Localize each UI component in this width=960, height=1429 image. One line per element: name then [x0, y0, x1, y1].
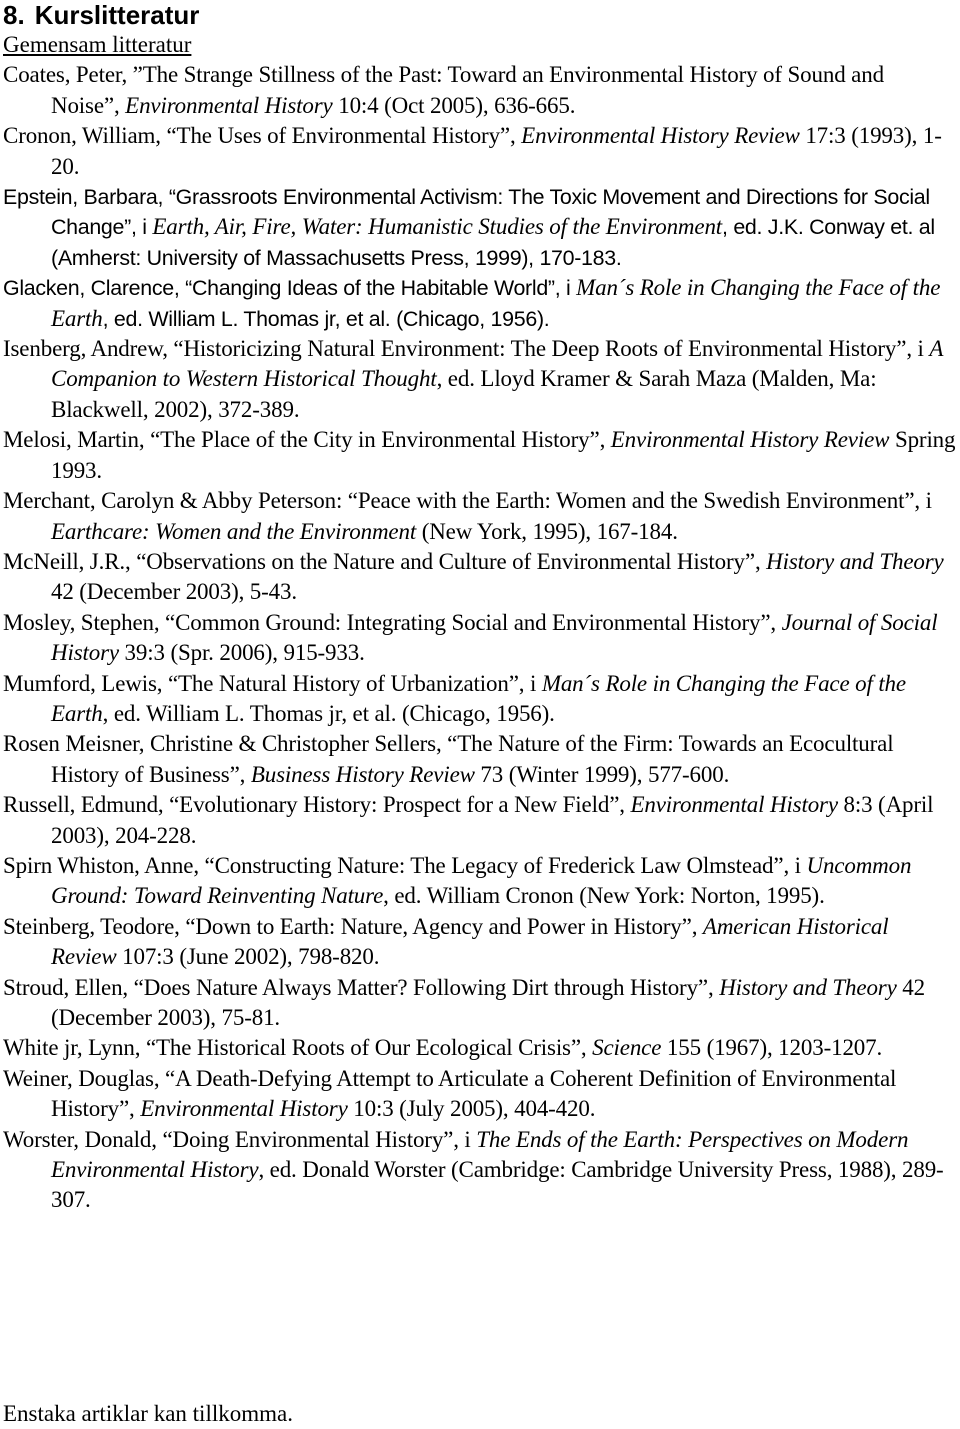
entry-journal: American Historical Review	[51, 913, 889, 970]
entry-citation: 17:3 (1993), 1-20.	[51, 123, 942, 179]
entry-journal: Journal of Social History	[51, 609, 938, 666]
entry-text: Mumford, Lewis, “The Natural History of Urbanization”, i	[3, 670, 542, 696]
entry-citation: Spring 1993.	[51, 427, 956, 483]
entry-citation: , ed. William L. Thomas jr, et al. (Chicago, 1956).	[102, 700, 555, 726]
entry-journal: History and Theory	[766, 548, 944, 574]
entry-citation: , ed. Lloyd Kramer & Sarah Maza (Malden, Ma: Blackwell, 2002), 372-389.	[51, 366, 877, 422]
bibliography-entry-mumford	[3, 669, 957, 730]
entry-citation: , ed. J.K. Conway et. al (Amherst: University of Massachusetts Press, 1999), 170-183.	[51, 215, 935, 270]
entry-citation: , ed. William L. Thomas jr, et al. (Chicago, 1956).	[102, 306, 550, 331]
entry-citation: 42 (December 2003), 75-81.	[51, 974, 925, 1030]
entry-citation: (New York, 1995), 167-184.	[416, 518, 678, 544]
entry-citation: 8:3 (April 2003), 204-228.	[51, 792, 934, 848]
entry-journal: Science	[592, 1035, 662, 1061]
entry-text: Merchant, Carolyn & Abby Peterson: “Peace with the Earth: Women and the Swedish Environment”, i	[3, 488, 932, 514]
entry-text: Melosi, Martin, “The Place of the City in Environmental History”,	[3, 427, 611, 453]
bibliography-entry-coates	[3, 60, 957, 121]
entry-text: Isenberg, Andrew, “Historicizing Natural Environment: The Deep Roots of Environmental History”, i	[3, 336, 930, 362]
entry-journal: Man´s Role in Changing the Face of the Earth	[51, 670, 906, 726]
bibliography-entry-russell	[3, 790, 957, 851]
bibliography-entry-worster	[3, 1125, 957, 1216]
entry-text: Stroud, Ellen, “Does Nature Always Matter? Following Dirt through History”,	[3, 974, 720, 1000]
entry-text: Worster, Donald, “Doing Environmental History”, i	[3, 1126, 477, 1152]
entry-citation: 73 (Winter 1999), 577-600.	[474, 761, 730, 787]
entry-citation: , ed. William Cronon (New York: Norton, 1995).	[383, 883, 825, 909]
bibliography-entry-stroud	[3, 973, 957, 1034]
entry-text: Rosen Meisner, Christine & Christopher Sellers, “The Nature of the Firm: Towards an Ecocultural History of Business”,	[3, 731, 894, 787]
entry-journal: Environmental History	[140, 1096, 348, 1122]
section-number: 8.	[3, 0, 25, 30]
entry-journal: Environmental History	[630, 792, 838, 818]
entry-text: Epstein, Barbara, “Grassroots Environmental Activism: The Toxic Movement and Directions for Social Change”, i	[3, 185, 930, 240]
entry-text: Coates, Peter, ”The Strange Stillness of the Past: Toward an Environmental History of Sound and Noise”,	[3, 62, 884, 118]
entry-journal: Environmental History Review	[610, 427, 890, 453]
footer-note: Enstaka artiklar kan tillkomma.	[3, 1401, 293, 1426]
entry-citation: 10:3 (July 2005), 404-420.	[347, 1096, 596, 1122]
section-title: Kurslitteratur	[34, 0, 200, 30]
bibliography-entry-glacken	[3, 273, 957, 334]
bibliography-entry-rosen-meisner	[3, 729, 957, 790]
bibliography-entry-isenberg	[3, 334, 957, 425]
entry-journal: Man´s Role in Changing the Face of the Earth	[51, 275, 941, 331]
entry-journal: Environmental History Review	[521, 123, 800, 149]
bibliography-entry-mcneill	[3, 547, 957, 608]
entry-journal: The Ends of the Earth: Perspectives on Modern Environmental History	[51, 1126, 909, 1183]
bibliography-entry-merchant	[3, 486, 957, 547]
entry-citation: 107:3 (June 2002), 798-820.	[116, 944, 380, 970]
bibliography-entry-cronon	[3, 121, 957, 182]
bibliography-entry-weiner	[3, 1064, 957, 1125]
entry-text: Mosley, Stephen, “Common Ground: Integrating Social and Environmental History”,	[3, 609, 782, 635]
entry-citation: 155 (1967), 1203-1207.	[661, 1035, 883, 1061]
entry-journal: Earthcare: Women and the Environment	[51, 518, 417, 544]
entry-journal: Uncommon Ground: Toward Reinventing Nature	[51, 852, 912, 909]
entry-text: Spirn Whiston, Anne, “Constructing Nature: The Legacy of Frederick Law Olmstead”, i	[3, 852, 807, 878]
entry-text: Steinberg, Teodore, “Down to Earth: Nature, Agency and Power in History”,	[3, 913, 703, 939]
subheading: Gemensam litteratur	[3, 32, 192, 57]
entry-text: Cronon, William, “The Uses of Environmental History”,	[3, 123, 522, 149]
entry-journal: A Companion to Western Historical Thought	[51, 336, 943, 392]
section-heading	[3, 0, 957, 30]
entry-journal: History and Theory	[719, 974, 897, 1000]
entry-text: Russell, Edmund, “Evolutionary History: Prospect for a New Field”,	[3, 792, 631, 818]
entry-journal: Business History Review	[250, 761, 475, 787]
bibliography-entry-epstein	[3, 182, 957, 273]
document-page	[3, 0, 957, 1216]
entry-citation: 39:3 (Spr. 2006), 915-933.	[118, 640, 365, 666]
bibliography-entry-white	[3, 1033, 957, 1063]
bibliography-entry-mosley	[3, 608, 957, 669]
entry-citation: 42 (December 2003), 5-43.	[51, 579, 297, 605]
entry-journal: Environmental History	[125, 92, 333, 118]
entry-citation: 10:4 (Oct 2005), 636-665.	[332, 92, 576, 118]
entry-text: McNeill, J.R., “Observations on the Nature and Culture of Environmental History”,	[3, 548, 767, 574]
entry-text: Glacken, Clarence, “Changing Ideas of the Habitable World”, i	[3, 276, 577, 301]
entry-citation: , ed. Donald Worster (Cambridge: Cambridge University Press, 1988), 289-307.	[51, 1157, 944, 1213]
entry-journal: Earth, Air, Fire, Water: Humanistic Studies of the Environment	[152, 214, 723, 240]
bibliography-entry-spirn-whiston	[3, 851, 957, 912]
bibliography-entry-melosi	[3, 425, 957, 486]
entry-text: Weiner, Douglas, “A Death-Defying Attempt to Articulate a Coherent Definition of Environmental History”,	[3, 1065, 897, 1122]
bibliography-entry-steinberg	[3, 912, 957, 973]
bibliography-list	[3, 60, 957, 1215]
entry-text: White jr, Lynn, “The Historical Roots of Our Ecological Crisis”,	[3, 1035, 593, 1061]
